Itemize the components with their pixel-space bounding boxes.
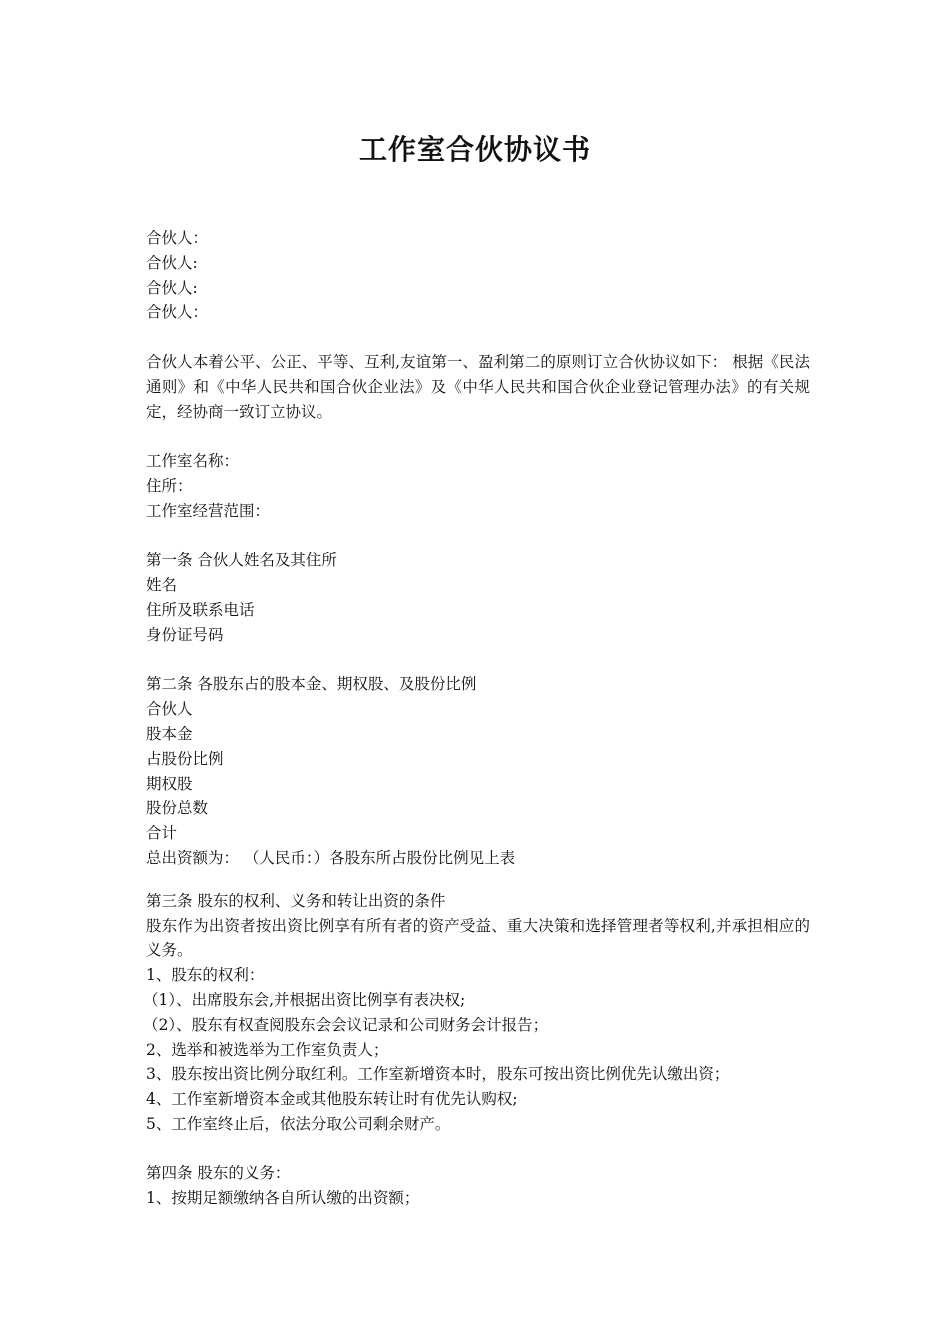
- article-2-item: 合伙人: [146, 700, 193, 719]
- partner-line: 合伙人:: [146, 278, 198, 297]
- article-1-item: 姓名: [146, 576, 178, 595]
- article-2-total-line: 总出资额为： （人民币：）各股东所占股份比例见上表: [146, 848, 516, 867]
- article-4-item: 1、按期足额缴纳各自所认缴的出资额；: [146, 1189, 420, 1208]
- article-2-item: 占股份比例: [146, 749, 224, 768]
- article-2-item: 合计: [146, 824, 178, 843]
- partner-line: 合伙人：: [146, 303, 209, 322]
- partner-line: 合伙人：: [146, 229, 209, 247]
- spacer: [146, 1137, 810, 1162]
- article-3-item: 1、股东的权利：: [146, 966, 265, 985]
- article-3-item: 5、工作室终止后，依法分取公司剩余财产。: [146, 1114, 451, 1133]
- article-1-item: 住所及联系电话: [146, 600, 255, 619]
- studio-scope-label: 工作室经营范围：: [146, 501, 271, 520]
- article-1-item: 身份证号码: [146, 625, 224, 644]
- spacer: [146, 524, 810, 549]
- spacer: [146, 871, 810, 889]
- article-2-item: 期权股: [146, 774, 193, 793]
- studio-address-label: 住所：: [146, 476, 193, 495]
- partner-line: 合伙人:: [146, 253, 198, 272]
- article-3-item: 2、选举和被选举为工作室负责人；: [146, 1040, 389, 1059]
- article-3-heading: 第三条 股东的权利、义务和转让出资的条件: [146, 891, 446, 910]
- spacer: [146, 424, 810, 449]
- article-2-heading: 第二条 各股东占的股本金、期权股、及股份比例: [146, 675, 477, 694]
- studio-name-label: 工作室名称：: [146, 452, 240, 471]
- article-4-heading: 第四条 股东的义务：: [146, 1164, 291, 1183]
- article-3-item: 3、股东按出资比例分取红利。工作室新增资本时，股东可按出资比例优先认缴出资；: [146, 1065, 730, 1084]
- article-3-paragraph: 股东作为出资者按出资比例享有所有者的资产受益、重大决策和选择管理者等权利,并承担相应的义务。: [146, 916, 810, 960]
- document-body: [143, 226, 810, 1211]
- spacer: [146, 648, 810, 673]
- article-2-item: 股份总数: [146, 799, 209, 818]
- intro-paragraph: 合伙人本着公平、公正、平等、互利,友谊第一、盈利第二的原则订立合伙协议如下： 根据《民法通则》和《中华人民共和国合伙企业法》及《中华人民共和国合伙企业登记管理办法》的有关规定，经协商一致订立协议。: [146, 352, 810, 421]
- article-3-item: 4、工作室新增资本金或其他股东转让时有优先认购权;: [146, 1090, 518, 1109]
- document-title: 工作室合伙协议书: [358, 133, 591, 166]
- article-3-item: （1）、出席股东会,并根据出资比例享有表决权;: [143, 990, 466, 1009]
- article-1-heading: 第一条 合伙人姓名及其住所: [146, 551, 337, 570]
- article-3-item: （2）、股东有权查阅股东会会议记录和公司财务会计报告；: [143, 1015, 549, 1034]
- spacer: [146, 325, 810, 350]
- article-2-item: 股本金: [146, 724, 193, 743]
